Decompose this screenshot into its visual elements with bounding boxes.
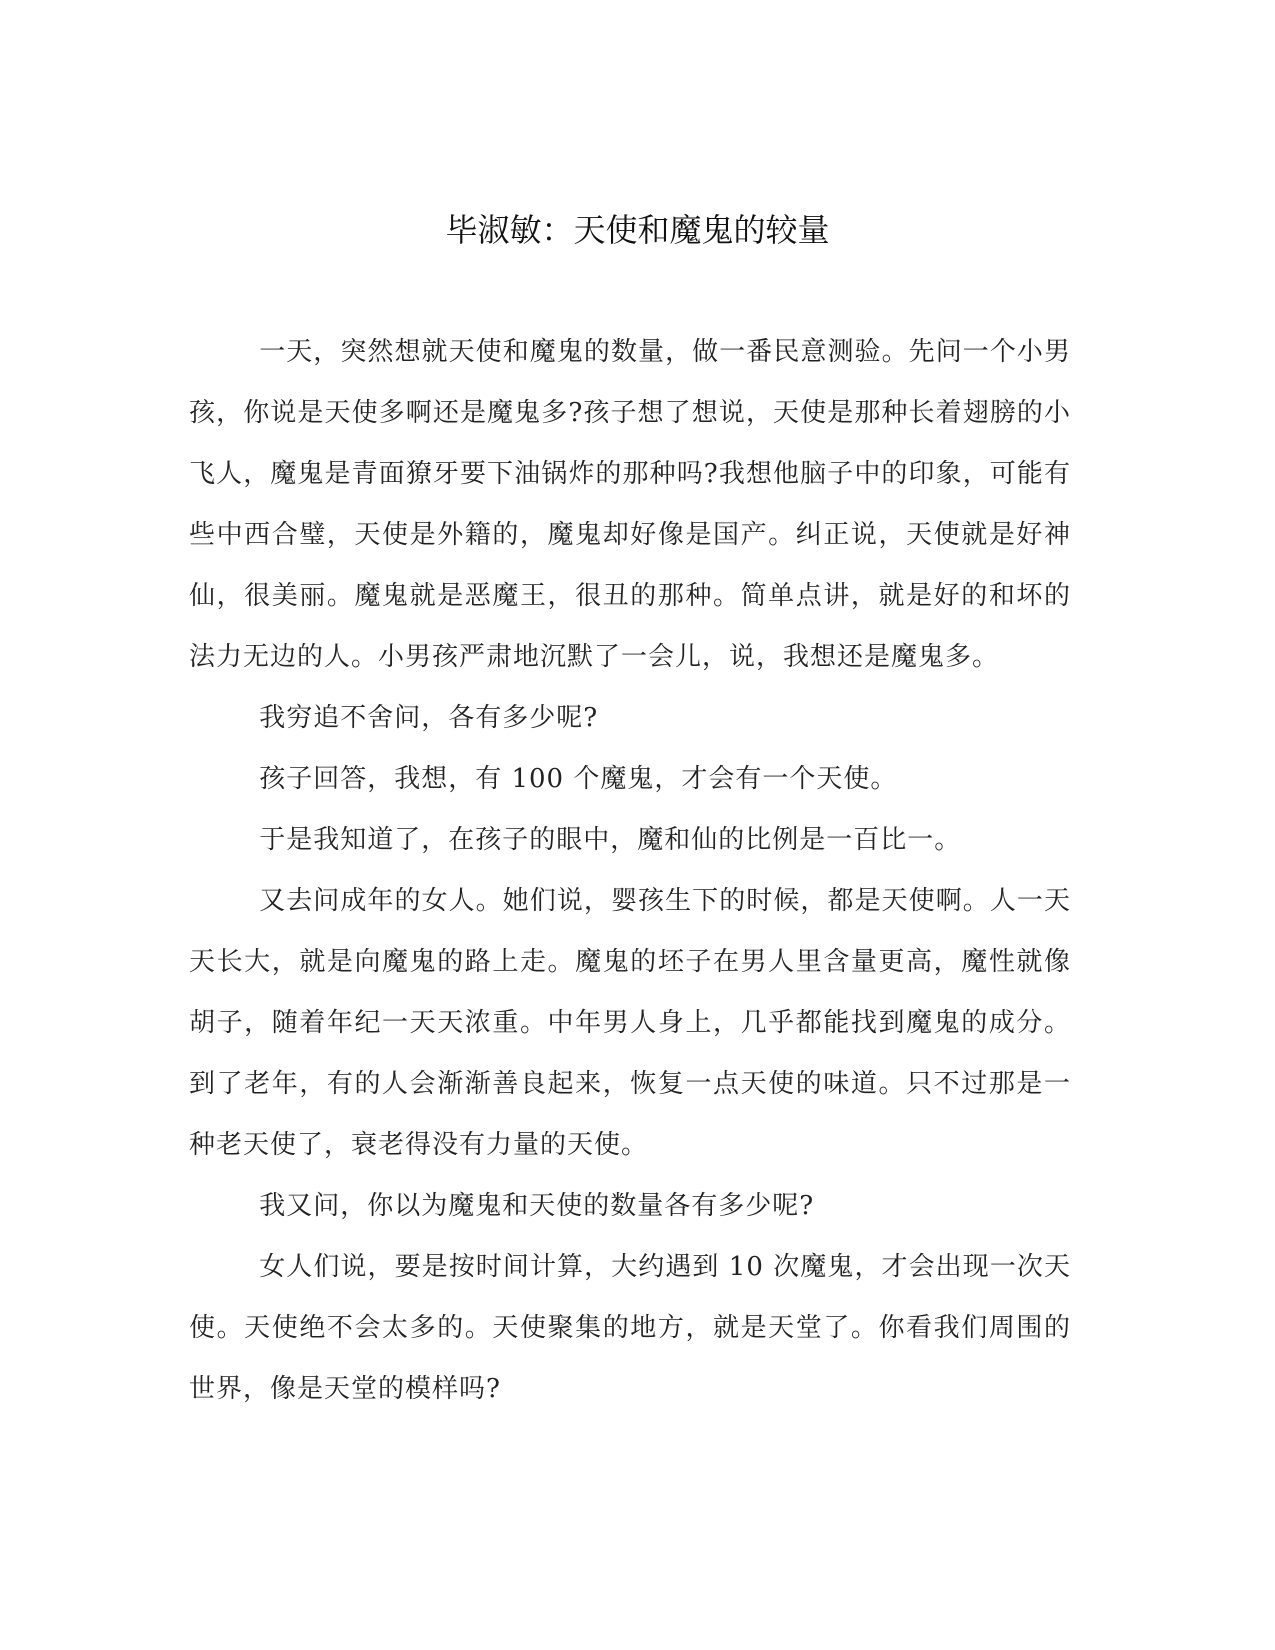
paragraph: 我穷追不舍问，各有多少呢?: [259, 703, 599, 733]
paragraph: 女人们说，要是按时间计算，大约遇到 10 次魔鬼，才会出现一次天使。天使绝不会太多的。天使聚集的地方，就是天堂了。你看我们周围的世界，像是天堂的模样吗?: [189, 1252, 1071, 1404]
paragraph: 于是我知道了，在孩子的眼中，魔和仙的比例是一百比一。: [259, 825, 962, 855]
paragraph: 我又问，你以为魔鬼和天使的数量各有多少呢?: [259, 1191, 815, 1221]
paragraph: 又去问成年的女人。她们说，婴孩生下的时候，都是天使啊。人一天天长大，就是向魔鬼的路上走。魔鬼的坯子在男人里含量更高，魔性就像胡子，随着年纪一天天浓重。中年男人身上，几乎都能找到魔鬼的成分。到了老年，有的人会渐渐善良起来，恢复一点天使的味道。只不过那是一种老天使了，衰老得没有力量的天使。: [189, 886, 1071, 1160]
paragraph: 一天，突然想就天使和魔鬼的数量，做一番民意测验。先问一个小男孩，你说是天使多啊还是魔鬼多?孩子想了想说，天使是那种长着翅膀的小飞人，魔鬼是青面獠牙要下油锅炸的那种吗?我想他脑子中的印象，可能有些中西合璧，天使是外籍的，魔鬼却好像是国产。纠正说，天使就是好神仙，很美丽。魔鬼就是恶魔王，很丑的那种。简单点讲，就是好的和坏的法力无边的人。小男孩严肃地沉默了一会儿，说，我想还是魔鬼多。: [189, 337, 1071, 672]
article-body: [189, 322, 1071, 1420]
page-title: 毕淑敏：天使和魔鬼的较量: [445, 211, 830, 249]
paragraph: 孩子回答，我想，有 100 个魔鬼，才会有一个天使。: [259, 764, 898, 794]
